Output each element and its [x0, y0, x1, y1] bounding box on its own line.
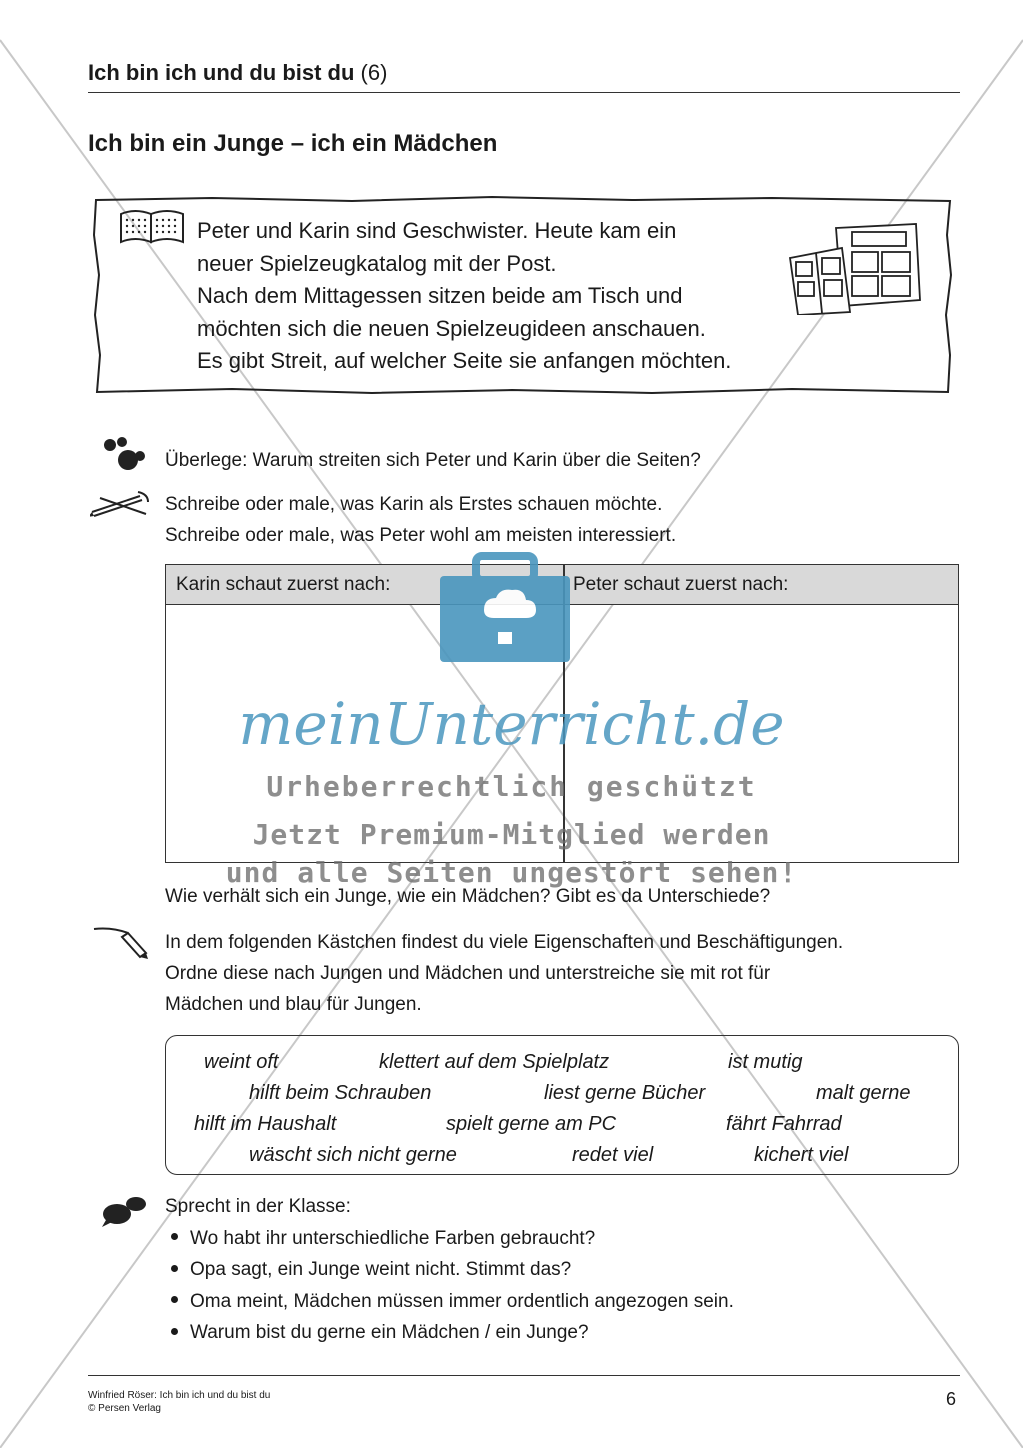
list-item-text: Wo habt ihr unterschiedliche Farben gebraucht? [190, 1227, 596, 1249]
list-item-text: Oma meint, Mädchen müssen immer ordentlich angezogen sein. [190, 1290, 734, 1312]
page-title: Ich bin ein Junge – ich ein Mädchen [88, 130, 498, 157]
word-item[interactable]: wäscht sich nicht gerne [249, 1144, 457, 1166]
footer-author: Winfried Röser: Ich bin ich und du bist du [88, 1390, 271, 1401]
header-title: Ich bin ich und du bist du [88, 60, 355, 85]
list-item [165, 1228, 734, 1260]
bullet-icon [171, 1233, 178, 1240]
question-differences: Wie verhält sich ein Junge, wie ein Mädchen? Gibt es da Unterschiede? [165, 886, 771, 907]
discussion-list [165, 1196, 734, 1354]
watermark-line: Urheberrechtlich geschützt [266, 770, 757, 803]
word-item[interactable]: ist mutig [728, 1051, 803, 1073]
word-item[interactable]: fährt Fahrrad [726, 1113, 842, 1135]
list-item [165, 1291, 734, 1323]
word-item[interactable]: spielt gerne am PC [446, 1113, 617, 1135]
story-text [197, 215, 837, 378]
bullet-icon [171, 1328, 178, 1335]
footer-credits [88, 1389, 270, 1415]
list-item [165, 1259, 734, 1291]
briefcase-cloud-icon [438, 552, 572, 664]
word-item[interactable]: malt gerne [816, 1082, 911, 1104]
story-line: Nach dem Mittagessen sitzen beide am Tisch und [197, 283, 683, 309]
bullet-icon [171, 1296, 178, 1303]
task-think-text: Überlege: Warum streiten sich Peter und Karin über die Seiten? [165, 450, 701, 471]
task-sort-line: In dem folgenden Kästchen findest du viele Eigenschaften und Beschäftigungen. [165, 932, 844, 953]
story-line: neuer Spielzeugkatalog mit der Post. [197, 250, 557, 276]
list-item [165, 1322, 734, 1354]
footer-publisher: © Persen Verlag [88, 1403, 161, 1414]
page-number: 6 [946, 1389, 957, 1409]
header-number: (6) [360, 60, 388, 85]
task-sort-line: Mädchen und blau für Jungen. [165, 994, 422, 1015]
word-box [165, 1035, 959, 1175]
task-sort-line: Ordne diese nach Jungen und Mädchen und unterstreiche sie mit rot für [165, 963, 771, 984]
watermark-line: Jetzt Premium-Mitglied werden [252, 818, 771, 851]
word-item[interactable]: hilft im Haushalt [194, 1113, 337, 1135]
word-item[interactable]: redet viel [572, 1144, 654, 1166]
word-item[interactable]: klettert auf dem Spielplatz [379, 1051, 610, 1073]
story-line: möchten sich die neuen Spielzeugideen anschauen. [197, 315, 706, 341]
list-item-text: Opa sagt, ein Junge weint nicht. Stimmt das? [190, 1259, 572, 1280]
toy-catalog-icon [786, 220, 926, 315]
pencil-icon [92, 925, 152, 961]
discussion-intro: Sprecht in der Klasse: [165, 1196, 351, 1217]
watermark-line: und alle Seiten ungestört sehen! [225, 856, 798, 889]
word-item[interactable]: kichert viel [754, 1144, 849, 1166]
worksheet-header [88, 60, 387, 86]
word-item[interactable]: hilft beim Schrauben [249, 1082, 432, 1104]
story-line: Es gibt Streit, auf welcher Seite sie anfangen möchten. [197, 348, 732, 374]
word-item[interactable]: weint oft [204, 1051, 279, 1073]
bullet-icon [171, 1265, 178, 1272]
thought-bubble-icon [100, 436, 152, 472]
story-line: Peter und Karin sind Geschwister. Heute kam ein [197, 218, 677, 243]
speech-bubbles-icon [100, 1196, 150, 1228]
table-header-karin: Karin schaut zuerst nach: [176, 574, 391, 595]
open-book-icon [117, 206, 187, 246]
table-header-peter: Peter schaut zuerst nach: [573, 574, 789, 595]
header-divider [88, 92, 960, 93]
list-item-text: Warum bist du gerne ein Mädchen / ein Junge? [190, 1322, 589, 1343]
footer-divider [88, 1375, 960, 1376]
pencil-brush-icon [90, 490, 152, 520]
task-write-line: Schreibe oder male, was Peter wohl am meisten interessiert. [165, 525, 677, 546]
word-item[interactable]: liest gerne Bücher [544, 1082, 706, 1104]
watermark-brand: meinUnterricht.de [238, 690, 785, 758]
task-write-line: Schreibe oder male, was Karin als Erstes schauen möchte. [165, 494, 663, 515]
